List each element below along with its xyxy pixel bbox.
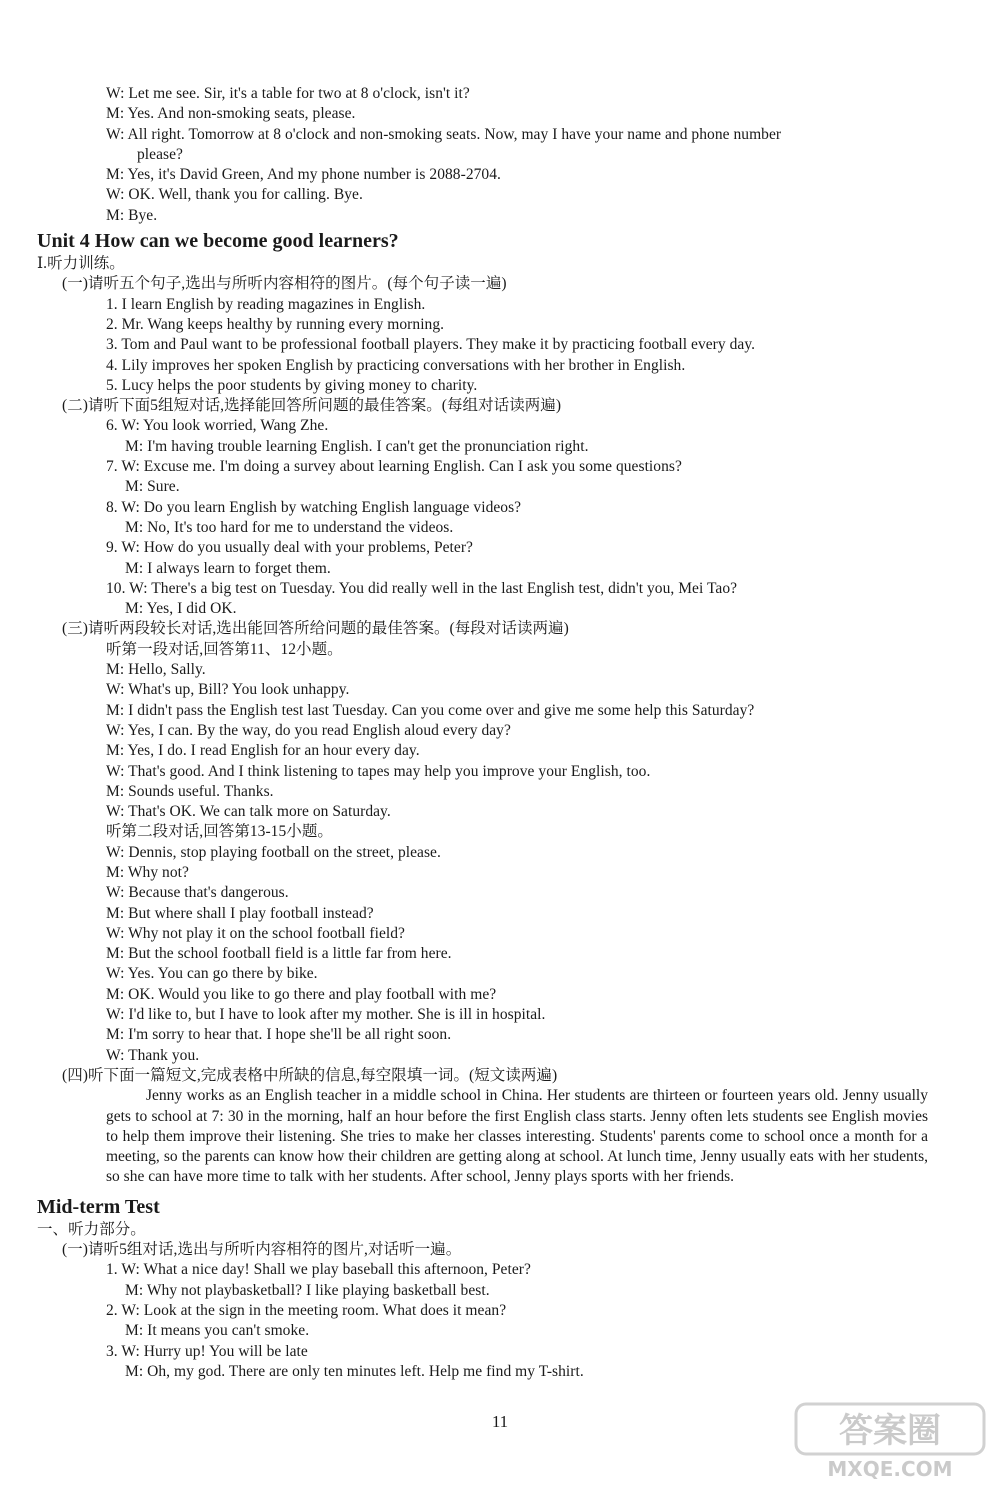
- text-line: 6. W: You look worried, Wang Zhe.: [106, 417, 329, 435]
- text-line: M: Sounds useful. Thanks.: [106, 782, 274, 800]
- text-line: M: I always learn to forget them.: [125, 559, 331, 577]
- text-line: M: Hello, Sally.: [106, 661, 206, 679]
- text-line: 9. W: How do you usually deal with your problems, Peter?: [106, 539, 473, 557]
- text-line: M: Yes. And non-smoking seats, please.: [106, 105, 356, 123]
- text-line: W: That's good. And I think listening to tapes may help you improve your English, too.: [106, 762, 651, 780]
- passage-text: Jenny works as an English teacher in a middle school in China. Her students are thirteen or fourteen years old. Jenny usually gets to school at 7: 30 in the morning, half an hour before the first English class starts. Jenny often lets students see English movies to help them improve their listening. She tries to make her classes interesting. Students' parents come to school once a month for a meeting, so the parents can know how their children are getting along at school. At lunch time, Jenny usually eats with her students, so she can have more time to talk with her students. After school, Jenny plays sports with her friends.: [106, 1087, 928, 1186]
- page-number: 11: [491, 1412, 509, 1431]
- watermark-logo: [790, 1400, 990, 1482]
- text-line: W: Why not play it on the school football field?: [106, 924, 405, 942]
- text-line: 听第二段对话,回答第13-15小题。: [106, 823, 333, 841]
- text-line: M: Why not?: [106, 863, 189, 881]
- text-line: M: I'm having trouble learning English. I can't get the pronunciation right.: [125, 437, 589, 455]
- text-line: 8. W: Do you learn English by watching English language videos?: [106, 498, 522, 516]
- text-line: W: Thank you.: [106, 1046, 200, 1064]
- text-line: M: Yes, I do. I read English for an hour every day.: [106, 742, 420, 760]
- midterm-heading: Mid-term Test: [37, 1195, 160, 1218]
- text-line: W: I'd like to, but I have to look after my mother. She is ill in hospital.: [106, 1006, 546, 1024]
- text-line: 7. W: Excuse me. I'm doing a survey about learning English. Can I ask you some questions?: [106, 458, 682, 476]
- text-line: (二)请听下面5组短对话,选择能回答所问题的最佳答案。(每组对话读两遍): [62, 397, 562, 415]
- text-line: W: All right. Tomorrow at 8 o'clock and non-smoking seats. Now, may I have your name and phone number: [106, 125, 782, 143]
- midterm-section: [0, 1220, 1000, 1382]
- text-line: 5. Lucy helps the poor students by giving money to charity.: [106, 376, 478, 394]
- watermark-icon: [790, 1400, 990, 1482]
- text-line: W: OK. Well, thank you for calling. Bye.: [106, 186, 363, 204]
- page-content: [0, 84, 1000, 1382]
- text-line: M: But the school football field is a little far from here.: [106, 945, 452, 963]
- text-line: 2. Mr. Wang keeps healthy by running every morning.: [106, 315, 445, 333]
- text-line: 2. W: Look at the sign in the meeting room. What does it mean?: [106, 1301, 507, 1319]
- watermark-brand: 答案圈: [839, 1411, 941, 1451]
- text-line: M: Why not playbasketball? I like playing basketball best.: [125, 1281, 490, 1299]
- text-line: W: Dennis, stop playing football on the street, please.: [106, 843, 441, 861]
- text-line: M: It means you can't smoke.: [125, 1322, 310, 1340]
- dialogue-continuation: [0, 84, 1000, 226]
- text-line: 3. Tom and Paul want to be professional football players. They make it by practicing football every day.: [106, 336, 756, 354]
- text-line: 3. W: Hurry up! You will be late: [106, 1342, 308, 1360]
- text-line: M: Yes, it's David Green, And my phone number is 2088-2704.: [106, 166, 501, 184]
- text-line: M: No, It's too hard for me to understand the videos.: [125, 518, 454, 536]
- text-line: (四)听下面一篇短文,完成表格中所缺的信息,每空限填一词。(短文读两遍): [62, 1066, 558, 1084]
- text-line: M: Sure.: [125, 478, 180, 496]
- text-line: 一、听力部分。: [37, 1220, 146, 1238]
- text-line: please?: [137, 145, 183, 163]
- unit-4-section: [0, 254, 1000, 1086]
- text-line: 1. W: What a nice day! Shall we play baseball this afternoon, Peter?: [106, 1261, 531, 1279]
- text-line: M: Bye.: [106, 206, 158, 224]
- text-line: W: That's OK. We can talk more on Saturday.: [106, 803, 391, 821]
- text-line: (一)请听5组对话,选出与所听内容相符的图片,对话听一遍。: [62, 1241, 462, 1259]
- text-line: M: Oh, my god. There are only ten minutes left. Help me find my T-shirt.: [125, 1362, 584, 1380]
- text-line: M: I'm sorry to hear that. I hope she'll be all right soon.: [106, 1026, 452, 1044]
- text-line: (三)请听两段较长对话,选出能回答所给问题的最佳答案。(每段对话读两遍): [62, 620, 569, 638]
- text-line: M: I didn't pass the English test last Tuesday. Can you come over and give me some help this Saturday?: [106, 701, 755, 719]
- text-line: W: Yes, I can. By the way, do you read English aloud every day?: [106, 721, 511, 739]
- text-line: W: What's up, Bill? You look unhappy.: [106, 681, 350, 699]
- text-line: 1. I learn English by reading magazines in English.: [106, 295, 426, 313]
- text-line: M: OK. Would you like to go there and play football with me?: [106, 985, 497, 1003]
- text-line: W: Let me see. Sir, it's a table for two at 8 o'clock, isn't it?: [106, 85, 470, 102]
- text-line: M: Yes, I did OK.: [125, 600, 237, 618]
- unit-4-heading: Unit 4 How can we become good learners?: [37, 230, 399, 253]
- text-line: 4. Lily improves her spoken English by practicing conversations with her brother in English.: [106, 356, 686, 374]
- text-line: (一)请听五个句子,选出与所听内容相符的图片。(每个句子读一遍): [62, 275, 507, 293]
- text-line: Ⅰ.听力训练。: [37, 255, 125, 273]
- text-line: 听第一段对话,回答第11、12小题。: [106, 640, 343, 658]
- text-line: W: Yes. You can go there by bike.: [106, 965, 318, 983]
- text-line: M: But where shall I play football instead?: [106, 904, 374, 922]
- watermark-domain: MXQE.COM: [827, 1457, 953, 1481]
- text-line: W: Because that's dangerous.: [106, 884, 289, 902]
- text-line: 10. W: There's a big test on Tuesday. You did really well in the last English test, didn't you, Mei Tao?: [106, 579, 738, 597]
